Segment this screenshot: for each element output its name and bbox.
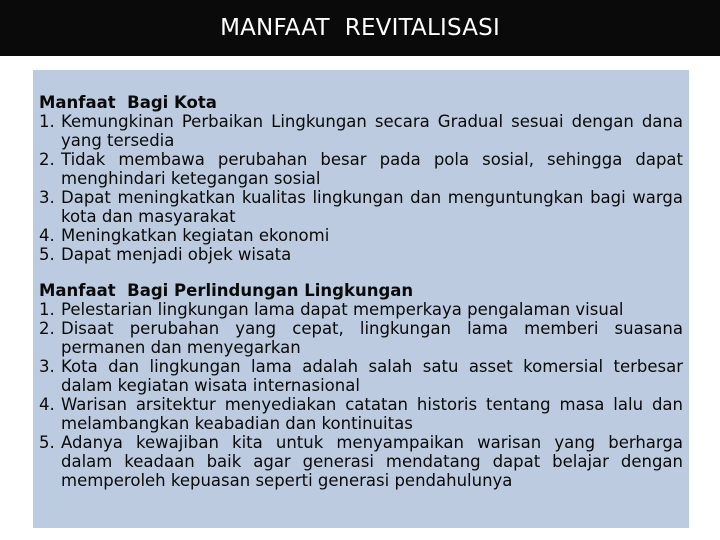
item-number: 2. xyxy=(39,319,55,338)
item-text: Pelestarian lingkungan lama dapat memperkaya pengalaman visual xyxy=(61,300,624,319)
item-text: Kota dan lingkungan lama adalah salah satu asset komersial terbesar dalam kegiatan wisata internasional xyxy=(61,357,683,395)
item-number: 4. xyxy=(39,395,55,414)
slide-title: MANFAAT REVITALISASI xyxy=(220,15,500,41)
list-item xyxy=(39,112,683,150)
list-item xyxy=(39,300,683,319)
item-number: 3. xyxy=(39,357,55,376)
item-text: Disaat perubahan yang cepat, lingkungan lama memberi suasana permanen dan menyegarkan xyxy=(61,319,683,357)
item-number: 1. xyxy=(39,112,55,131)
section-heading: Manfaat Bagi Kota xyxy=(39,93,217,112)
item-number: 1. xyxy=(39,300,55,319)
item-number: 2. xyxy=(39,150,55,169)
section-perlindungan-lingkungan xyxy=(39,281,683,490)
item-list xyxy=(39,112,683,264)
item-list xyxy=(39,300,683,490)
content-box xyxy=(33,70,689,528)
item-number: 5. xyxy=(39,245,55,264)
list-item xyxy=(39,319,683,357)
item-text: Meningkatkan kegiatan ekonomi xyxy=(61,226,330,245)
list-item xyxy=(39,433,683,490)
list-item xyxy=(39,245,683,264)
list-item xyxy=(39,226,683,245)
section-heading: Manfaat Bagi Perlindungan Lingkungan xyxy=(39,281,414,300)
list-item xyxy=(39,150,683,188)
item-text: Tidak membawa perubahan besar pada pola sosial, sehingga dapat menghindari ketegangan sosial xyxy=(61,150,683,188)
item-number: 3. xyxy=(39,188,55,207)
list-item xyxy=(39,188,683,226)
item-text: Warisan arsitektur menyediakan catatan historis tentang masa lalu dan melambangkan keabadian dan kontinuitas xyxy=(61,395,683,433)
section-kota xyxy=(39,93,683,264)
item-text: Dapat menjadi objek wisata xyxy=(61,245,292,264)
item-text: Adanya kewajiban kita untuk menyampaikan warisan yang berharga dalam keadaan baik agar generasi mendatang dapat belajar dengan memperoleh kepuasan seperti generasi pendahulunya xyxy=(61,433,683,490)
list-item xyxy=(39,357,683,395)
item-text: Kemungkinan Perbaikan Lingkungan secara Gradual sesuai dengan dana yang tersedia xyxy=(61,112,683,150)
title-bar xyxy=(0,0,720,56)
item-number: 5. xyxy=(39,433,55,452)
list-item xyxy=(39,395,683,433)
item-text: Dapat meningkatkan kualitas lingkungan dan menguntungkan bagi warga kota dan masyarakat xyxy=(61,188,683,226)
item-number: 4. xyxy=(39,226,55,245)
